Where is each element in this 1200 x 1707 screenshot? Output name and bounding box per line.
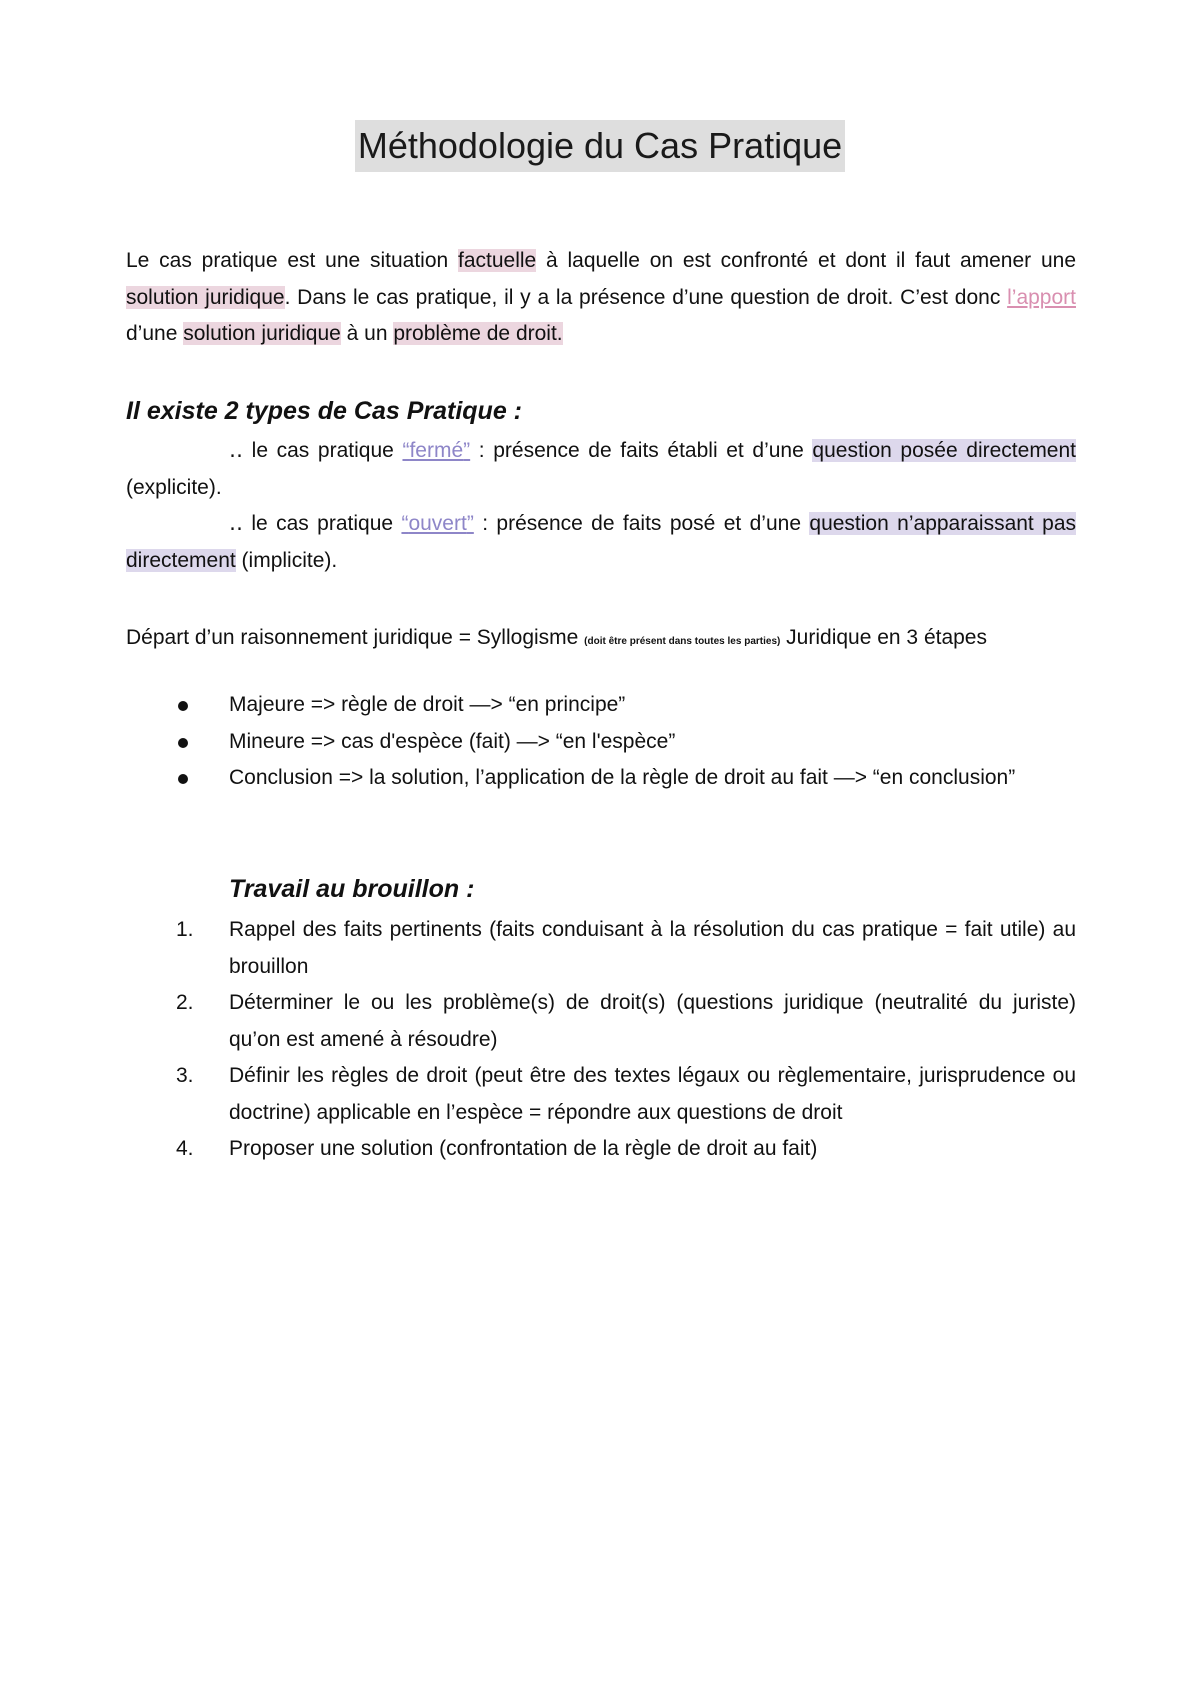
type-item-ferme	[126, 433, 1076, 506]
type-ouvert-quote-open: “	[401, 512, 409, 535]
types-paragraph	[126, 433, 1076, 579]
type-ferme-text: : présence de faits établi et d’une	[470, 439, 813, 462]
syllogisme-paragraph	[126, 620, 1076, 661]
type-ferme-quote-close: ”	[463, 439, 471, 462]
brouillon-numbered-list	[126, 912, 1076, 1168]
list-item	[126, 912, 1076, 985]
list-item	[126, 687, 1076, 724]
type-ouvert-quote-close: ”	[466, 512, 474, 535]
type-ouvert-end: (implicite).	[235, 548, 338, 572]
syllogisme-text-1: Départ d’un raisonnement juridique = Syllogisme	[126, 626, 585, 649]
type-ferme-quote-open: “	[402, 439, 410, 462]
type-item-ouvert	[126, 506, 1076, 579]
intro-text-2: à laquelle on est confronté et dont il faut amener une	[536, 249, 1077, 272]
list-item-text: Définir les règles de droit (peut être des textes légaux ou règlementaire, jurisprudence ou doctrine) applicable en l’espèce = répondre aux questions de droit	[229, 1064, 1076, 1124]
bullet-icon	[176, 760, 216, 797]
bullet-icon	[176, 687, 216, 724]
syllogisme-note: (doit être présent dans toutes les parties)	[584, 636, 781, 647]
highlight-solution-juridique: solution juridique	[126, 285, 285, 309]
page-title: Méthodologie du Cas Pratique	[355, 120, 845, 172]
bullet-text-majeure: Majeure => règle de droit —> “en principe”	[229, 693, 626, 716]
intro-paragraph	[126, 243, 1076, 353]
intro-text-5: à un	[340, 322, 394, 345]
list-item-text: Déterminer le ou les problème(s) de droit(s) (questions juridique (neutralité du juriste) qu’on est amené à résoudre)	[229, 991, 1076, 1051]
syllogisme-text-2: Juridique en 3 étapes	[780, 626, 987, 649]
types-heading: Il existe 2 types de Cas Pratique :	[126, 397, 522, 425]
list-item	[126, 1058, 1076, 1131]
brouillon-heading: Travail au brouillon :	[229, 875, 475, 903]
intro-text-3: . Dans le cas pratique, il y a la présence d’une question de droit. C’est donc	[284, 285, 1008, 309]
link-ouvert[interactable]: ouvert	[408, 512, 467, 535]
list-number: 4.	[176, 1137, 194, 1160]
title-wrap	[0, 120, 1200, 172]
highlight-question-napparaissant: question n’apparaissant pas directement	[126, 512, 1076, 572]
list-item	[126, 724, 1076, 761]
type-ferme-prefix: ‥ le cas pratique	[229, 439, 403, 462]
link-apport[interactable]: l’apport	[1007, 285, 1076, 309]
highlight-solution-juridique-2: solution juridique	[183, 322, 341, 345]
link-ferme[interactable]: fermé	[409, 439, 464, 462]
highlight-factuelle: factuelle	[458, 249, 537, 272]
highlight-question-posee: question posée directement	[812, 439, 1076, 462]
bullet-icon	[176, 724, 216, 761]
list-number: 2.	[176, 991, 194, 1014]
list-item-text: Proposer une solution (confrontation de la règle de droit au fait)	[229, 1137, 818, 1160]
list-number: 3.	[176, 1064, 194, 1087]
highlight-probleme-de-droit: problème de droit.	[393, 322, 563, 345]
bullet-text-mineure: Mineure => cas d'espèce (fait) —> “en l'espèce”	[229, 729, 676, 753]
type-ouvert-text: : présence de faits posé et d’une	[473, 512, 810, 535]
list-item	[126, 985, 1076, 1058]
list-number: 1.	[176, 918, 194, 941]
intro-text-4: d’une	[126, 322, 184, 345]
intro-text-1: Le cas pratique est une situation	[126, 249, 458, 272]
type-ferme-end: (explicite).	[126, 475, 222, 499]
bullet-text-conclusion: Conclusion => la solution, l’application de la règle de droit au fait —> “en conclusion”	[229, 766, 1016, 789]
list-item-text: Rappel des faits pertinents (faits conduisant à la résolution du cas pratique = fait utile) au brouillon	[229, 918, 1076, 978]
list-item	[126, 760, 1076, 797]
type-ouvert-prefix: ‥ le cas pratique	[229, 512, 402, 535]
syllogisme-bullet-list	[126, 687, 1076, 797]
list-item	[126, 1131, 1076, 1168]
